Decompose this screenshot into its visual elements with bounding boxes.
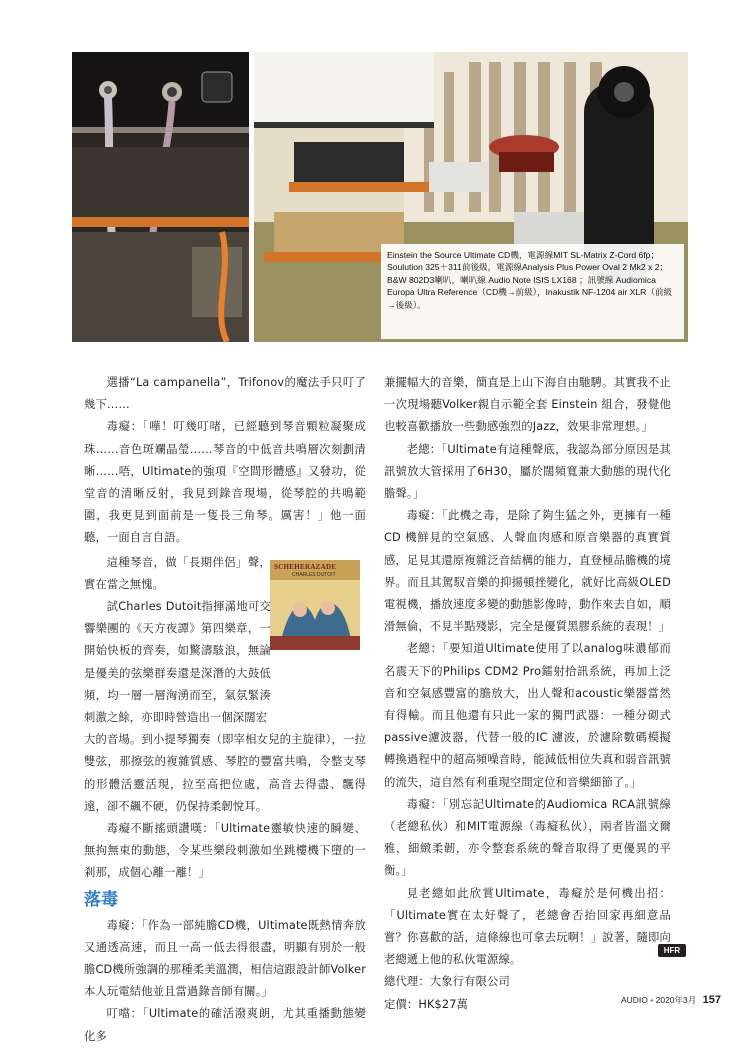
paragraph: 選播“La campanella”，Trifonov的魔法手只叮了幾下…… <box>84 376 366 412</box>
page-footer <box>621 994 721 1006</box>
magazine-name: AUDIO <box>620 995 648 1005</box>
paragraph: 老總：「要知道Ultimate使用了以analog味濃郁而名震天下的Philips CDM2 Pro鐳射拾訊系統，再加上泛音和空氣感豐富的膽放大，出人聲和acoustic樂器當然有得輸。而且他還有只此一家的獨門武器：一種分砌式passive濾波器，代替一般的IC 濾波，於濾除數碼模擬轉換過程中的超高頻噪音時，能減低相位失真和弱音訊號的流失，這自然有利重現空間定位和音樂細節了。」 <box>384 642 671 789</box>
issue-date: 2020年3月 <box>655 995 697 1005</box>
section-heading: 落毒 <box>84 889 119 910</box>
paragraph: 毒癡：「別忘記Ultimate的Audiomica RCA訊號線（老總私伙）和MIT電源線（毒癡私伙），兩者皆溫文爾雅，細緻柔韌，亦令整套系統的聲音取得了更優異的平衡。」 <box>384 797 671 878</box>
left-text-column <box>84 372 366 1048</box>
paragraph: 見老總如此欣賞Ultimate，毒癡於是何機出招：「Ultimate實在太好聲了，老總會否抬回家再細意品嘗？你喜歡的話，這條線也可拿去玩啊！」說著，隨即向老總遞上他的私伙電源線。 <box>384 886 671 967</box>
photo-caption: Einstein the Source Ultimate CD機，電源線MIT SL-Matrix Z-Cord 6fp；Soulution 325＋311前後級，電源線Analysis Plus Power Oval 2 Mk2 x 2；B&W 802D3喇叭，喇叭線 Audio Note ISIS LX168 ；訊號線 Audiomica Europa Ultra Reference（CD機→前級），Inakustik NF-1204 air XLR（前級→後級）。 <box>381 244 684 339</box>
paragraph: 兼擺幅大的音樂，簡直是上山下海自由馳騁。其實我不止一次現場聽Volker親自示範全套 Einstein 組合，發覺他也較喜歡播放一些動感強烈的Jazz，效果非常理想。」 <box>384 376 671 434</box>
paragraph: 毒癡不斷搖頭讚嘆：「Ultimate靈敏快速的瞬變、無拘無束的動態，令某些樂段刺激如坐跳樓機下墮的一剎那，成個心離一離！」 <box>84 822 366 880</box>
equipment-rear-illustration <box>72 52 249 342</box>
album-title: SCHEHERAZADE <box>274 563 337 571</box>
price-line: 定價：HK$27萬 <box>384 997 469 1011</box>
paragraph: 叮噹：「Ultimate的確活潑爽朗，尤其重播動態變化多 <box>84 1007 366 1043</box>
page-number: 157 <box>702 994 721 1006</box>
distributor-line: 總代理：大象行有限公司 <box>384 975 510 989</box>
paragraph: 這種琴音，做「長期伴侶」聲，實在當之無愧。 <box>84 555 271 591</box>
right-text-column <box>384 372 671 1016</box>
paragraph: 大的音場。到小提琴獨奏（即宰相女兒的主旋律），一拉雙弦，那擦弦的複雜質感、琴腔的豐富共鳴，令整支琴的形體活靈活現，拉至高把位處，高音去得盡、飄得遠，卻不飆不硬，仍保持柔韌悅耳。 <box>84 733 366 813</box>
paragraph: 試Charles Dutoit指揮滿地可交響樂團的《天方夜譚》第四樂章，一開始快板的齊奏，如驚濤駭浪，無論是優美的弦樂群奏還是深潛的大鼓低頻，均一層一層洶湧而至，氣氛緊湊刺激之餘，亦即時營造出一個深闊宏 <box>84 600 271 725</box>
paragraph: 毒癡：「作為一部純膽CD機，Ultimate既熱情奔放又通透高速，而且一高一低去得很盡，明顯有別於一般膽CD機所強調的那種柔美溫潤，相信這跟設計師Volker本人玩電結他並且當過錄音師有關。」 <box>84 918 366 999</box>
album-subtitle: CHARLES DUTOIT <box>292 572 336 578</box>
footer-separator: • <box>650 995 654 1005</box>
paragraph: 老總：「Ultimate有這種聲底，我認為部分原因是其訊號放大管採用了6H30，屬於闊頻寬兼大動態的現代化膽聲。」 <box>384 442 671 501</box>
equipment-rear-photo <box>72 52 249 342</box>
paragraph: 毒癡：「此機之毒，是除了夠生猛之外，更擁有一種CD 機鮮見的空氣感、人聲血肉感和原音樂器的真實質感，足見其還原複雜泛音結構的能力，直登極品膽機的境界。而且其駕馭音樂的抑揚頓挫變化，就好比高級OLED電視機，播放速度多變的動態影像時，動作來去自如，順滑無倫，不見半點殘影，完全是優質黑膠系統的表現！」 <box>384 509 671 634</box>
hfr-badge: HFR <box>658 944 686 957</box>
paragraph: 毒癡：「嘩！叮幾叮啫，已經聽到琴音顆粒凝聚成珠……音色斑斕晶瑩……琴音的中低音共鳴層次刻劃清晰……唔，Ultimate的強項『空間形體感』又發功，從堂音的清晰反射，我見到錄音現場，從琴腔的共鳴範圍，我更見到面前是一隻長三角琴。厲害！」他一面聽，一面自言自語。 <box>84 420 366 545</box>
